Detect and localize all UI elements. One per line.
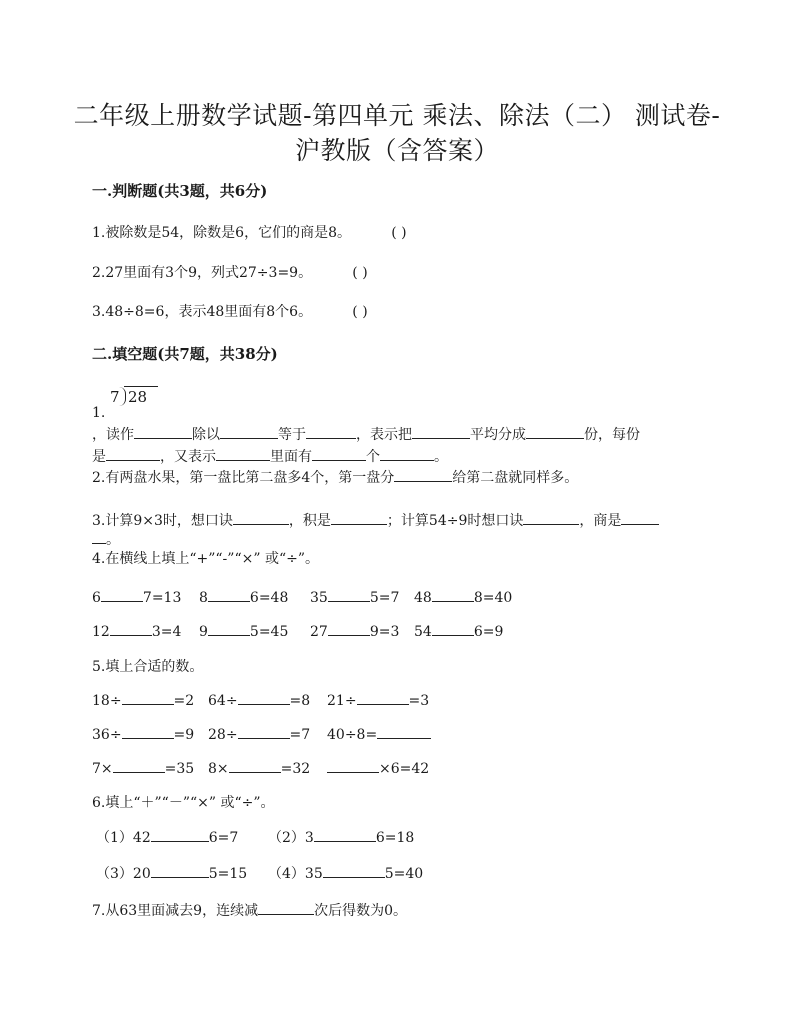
text: 40÷8= bbox=[327, 727, 378, 743]
section-1-heading: 一.判断题(共3题，共6分) bbox=[92, 182, 268, 200]
text: =8 bbox=[289, 693, 311, 709]
q6-item bbox=[268, 863, 423, 883]
text: 里面有 bbox=[270, 449, 312, 465]
blank[interactable] bbox=[394, 467, 452, 482]
text: 7.从63里面减去9，连续减 bbox=[92, 903, 259, 919]
blank[interactable] bbox=[238, 690, 290, 705]
blank[interactable] bbox=[314, 827, 376, 842]
blank[interactable] bbox=[306, 424, 356, 439]
text: 8 bbox=[199, 590, 208, 606]
text: =7 bbox=[289, 727, 311, 743]
text: 个 bbox=[366, 449, 380, 465]
q5-item bbox=[92, 724, 194, 743]
blank[interactable] bbox=[621, 510, 659, 525]
text: ，又表示 bbox=[160, 449, 216, 465]
q6-item bbox=[96, 863, 247, 883]
text: ×6=42 bbox=[379, 761, 430, 777]
text: 平均分成 bbox=[470, 427, 526, 443]
division-bar bbox=[124, 386, 158, 387]
text: 9=3 bbox=[369, 624, 400, 640]
q5-item bbox=[208, 690, 310, 709]
judge-question-1-text: 1.被除数是54，除数是6，它们的商是8。 bbox=[92, 225, 351, 241]
judge-question-3 bbox=[92, 301, 377, 321]
blank[interactable] bbox=[526, 424, 584, 439]
blank[interactable] bbox=[208, 587, 250, 602]
text: 等于 bbox=[278, 427, 306, 443]
fill-question-7 bbox=[92, 900, 407, 920]
blank[interactable] bbox=[122, 724, 174, 739]
q5-item bbox=[208, 724, 310, 743]
text: 3.计算9×3时，想口诀 bbox=[92, 513, 233, 529]
text: 5=45 bbox=[249, 624, 289, 640]
answer-paren-2[interactable]: ( ) bbox=[352, 265, 368, 281]
q4-item bbox=[310, 587, 399, 606]
blank[interactable] bbox=[380, 446, 434, 461]
section-2-heading: 二.填空题(共7题，共38分) bbox=[92, 345, 278, 363]
q5-item bbox=[92, 758, 194, 777]
blank[interactable] bbox=[523, 510, 579, 525]
blank[interactable] bbox=[110, 621, 152, 636]
text: 8=40 bbox=[473, 590, 513, 606]
q5-item bbox=[327, 690, 429, 709]
blank[interactable] bbox=[377, 724, 431, 739]
blank[interactable] bbox=[113, 758, 165, 773]
text: 54 bbox=[414, 624, 432, 640]
blank[interactable] bbox=[328, 587, 370, 602]
text: 6=7 bbox=[208, 830, 239, 846]
blank[interactable] bbox=[323, 863, 385, 878]
blank[interactable] bbox=[328, 621, 370, 636]
q4-item bbox=[199, 621, 288, 640]
q4-item bbox=[310, 621, 399, 640]
text: ，读作 bbox=[92, 427, 134, 443]
judge-question-3-text: 3.48÷8=6，表示48里面有8个6。 bbox=[92, 304, 313, 320]
blank[interactable] bbox=[122, 690, 174, 705]
text: 64÷ bbox=[208, 693, 238, 709]
text: 2.有两盘水果，第一盘比第二盘多4个，第一盘分 bbox=[92, 470, 395, 486]
blank[interactable] bbox=[134, 424, 192, 439]
text: =9 bbox=[173, 727, 195, 743]
text: 6=18 bbox=[375, 830, 415, 846]
blank[interactable] bbox=[331, 510, 387, 525]
judge-question-2 bbox=[92, 262, 377, 282]
fill-question-5-stem: 5.填上合适的数。 bbox=[92, 659, 204, 675]
text: 21÷ bbox=[327, 693, 357, 709]
text: 18÷ bbox=[92, 693, 122, 709]
text: =35 bbox=[164, 761, 195, 777]
blank[interactable] bbox=[312, 446, 366, 461]
q6-item bbox=[96, 827, 238, 847]
text: 。 bbox=[434, 449, 448, 465]
text: 9 bbox=[199, 624, 208, 640]
blank[interactable] bbox=[101, 587, 143, 602]
text: =3 bbox=[408, 693, 430, 709]
fill-question-3-line-1 bbox=[92, 510, 659, 530]
q5-item bbox=[92, 690, 194, 709]
text: 6=48 bbox=[249, 590, 289, 606]
text: 36÷ bbox=[92, 727, 122, 743]
text: 8× bbox=[208, 761, 229, 777]
text: ，商是 bbox=[579, 513, 622, 529]
blank[interactable] bbox=[208, 621, 250, 636]
text: 6=9 bbox=[473, 624, 504, 640]
blank[interactable] bbox=[106, 446, 160, 461]
q4-item bbox=[199, 587, 288, 606]
blank[interactable] bbox=[432, 587, 474, 602]
judge-question-1 bbox=[92, 222, 416, 242]
text: 除以 bbox=[192, 427, 220, 443]
title-line-1: 二年级上册数学试题-第四单元 乘法、除法（二） 测试卷- bbox=[73, 101, 721, 130]
text: 。 bbox=[106, 532, 120, 548]
text: =2 bbox=[173, 693, 195, 709]
blank[interactable] bbox=[238, 724, 290, 739]
q6-item bbox=[268, 827, 414, 847]
fill-question-3-line-2 bbox=[92, 529, 120, 549]
fill-question-1-line-1 bbox=[92, 424, 640, 444]
text: ；计算54÷9时想口诀 bbox=[386, 513, 524, 529]
title-line-2: 沪教版（含答案） bbox=[294, 136, 499, 165]
text: 5=15 bbox=[208, 866, 248, 882]
answer-paren-3[interactable]: ( ) bbox=[352, 304, 368, 320]
q4-item bbox=[414, 587, 512, 606]
q5-item bbox=[327, 724, 431, 743]
text: （2）3 bbox=[268, 830, 314, 846]
blank[interactable] bbox=[327, 758, 379, 773]
text: 48 bbox=[414, 590, 432, 606]
text: =32 bbox=[280, 761, 311, 777]
text: 7× bbox=[92, 761, 113, 777]
text: 35 bbox=[310, 590, 328, 606]
blank[interactable] bbox=[216, 446, 270, 461]
q4-item bbox=[92, 587, 181, 606]
text: 次后得数为0。 bbox=[314, 903, 408, 919]
blank[interactable] bbox=[92, 529, 106, 544]
answer-paren-1[interactable]: ( ) bbox=[391, 225, 407, 241]
text: 是 bbox=[92, 449, 106, 465]
text: 27 bbox=[310, 624, 328, 640]
fill-question-1-line-2 bbox=[92, 446, 448, 466]
blank[interactable] bbox=[357, 690, 409, 705]
text: 7=13 bbox=[142, 590, 182, 606]
text: 份，每份 bbox=[584, 427, 640, 443]
text: 5=40 bbox=[384, 866, 424, 882]
dividend: 28 bbox=[128, 388, 148, 406]
text: （3）20 bbox=[96, 866, 151, 882]
judge-question-2-text: 2.27里面有3个9，列式27÷3=9。 bbox=[92, 265, 313, 281]
text: 6 bbox=[92, 590, 101, 606]
blank[interactable] bbox=[151, 863, 209, 878]
blank[interactable] bbox=[233, 510, 289, 525]
blank[interactable] bbox=[151, 827, 209, 842]
fill-question-1-number: 1. bbox=[92, 405, 106, 421]
q5-item bbox=[327, 758, 429, 777]
fill-question-4-stem: 4.在横线上填上“+”“-”“×” 或“÷”。 bbox=[92, 551, 319, 567]
fill-question-6-stem: 6.填上“＋”“－”“×” 或“÷”。 bbox=[92, 795, 275, 811]
text: 给第二盘就同样多。 bbox=[452, 470, 579, 486]
division-bracket bbox=[119, 387, 126, 406]
divisor: 7 bbox=[110, 388, 120, 406]
text: 28÷ bbox=[208, 727, 238, 743]
text: （4）35 bbox=[268, 866, 323, 882]
blank[interactable] bbox=[220, 424, 278, 439]
text: （1）42 bbox=[96, 830, 151, 846]
text: 12 bbox=[92, 624, 110, 640]
q5-item bbox=[208, 758, 310, 777]
text: 3=4 bbox=[151, 624, 182, 640]
blank[interactable] bbox=[229, 758, 281, 773]
text: 5=7 bbox=[369, 590, 400, 606]
text: ，表示把 bbox=[356, 427, 412, 443]
blank[interactable] bbox=[412, 424, 470, 439]
q4-item bbox=[414, 621, 503, 640]
blank[interactable] bbox=[432, 621, 474, 636]
text: ，积是 bbox=[288, 513, 331, 529]
q4-item bbox=[92, 621, 181, 640]
blank[interactable] bbox=[258, 900, 314, 915]
fill-question-2 bbox=[92, 467, 578, 487]
